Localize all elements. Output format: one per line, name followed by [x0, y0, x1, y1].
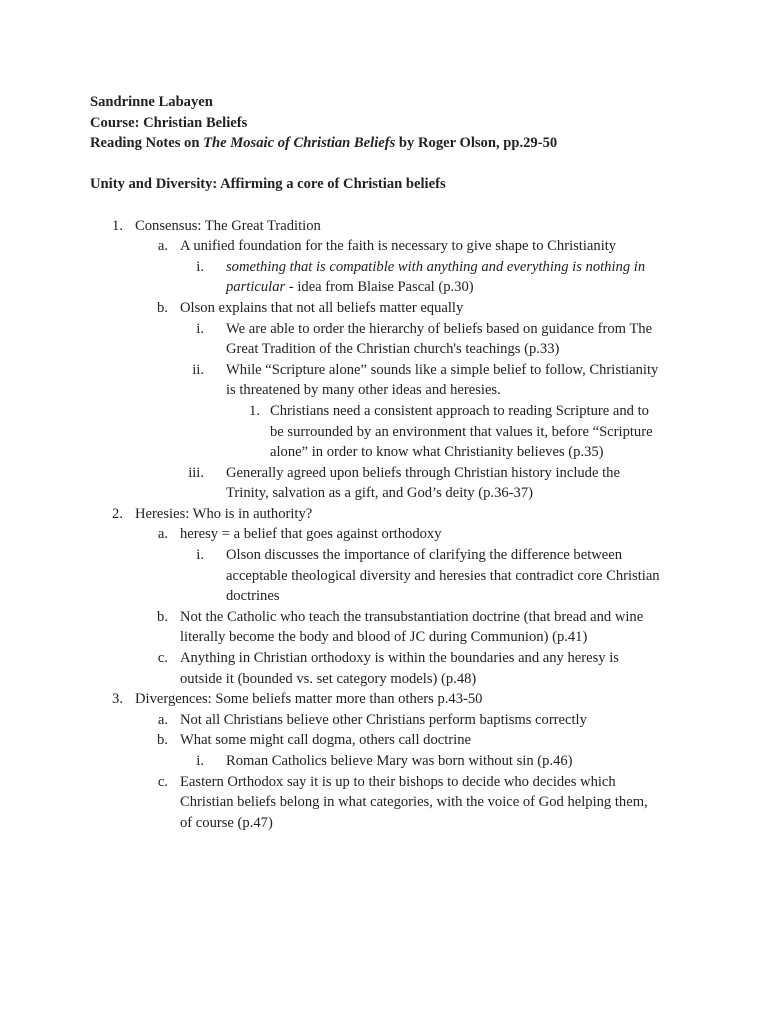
outline-item-1bi-cont: [0, 339, 768, 360]
list-marker: 1.: [112, 217, 123, 234]
list-marker: b.: [157, 299, 168, 316]
outline-item-2a: [0, 524, 768, 545]
document-page: [0, 92, 768, 833]
outline-item-3a: [0, 710, 768, 731]
outline-item-1ai: [0, 257, 768, 278]
list-item-text: Generally agreed upon beliefs through Christian history include the: [226, 464, 620, 481]
outline-item-1biii: [0, 463, 768, 484]
list-marker: i.: [196, 258, 204, 275]
list-marker: a.: [157, 526, 168, 543]
outline-item-2b-cont: [0, 627, 768, 648]
list-item-text: literally become the body and blood of JC during Communion) (p.41): [180, 629, 588, 646]
list-marker: 2.: [112, 505, 123, 522]
outline-item-1bii: [0, 360, 768, 381]
outline-item-1bii1-cont2: [0, 442, 768, 463]
list-marker: b.: [157, 732, 168, 749]
outline-item-1bi: [0, 319, 768, 340]
list-marker: i.: [196, 547, 204, 564]
author-name: Sandrinne Labayen: [90, 94, 213, 110]
list-item-text: While “Scripture alone” sounds like a simple belief to follow, Christianity: [226, 361, 659, 378]
outline-item-3c-cont2: [0, 813, 768, 834]
list-marker: ii.: [192, 361, 204, 378]
list-item-text: A unified foundation for the faith is necessary to give shape to Christianity: [180, 238, 617, 255]
pascal-attribution: - idea from Blaise Pascal (p.30): [285, 279, 474, 296]
list-marker: iii.: [188, 464, 204, 481]
list-item-text: Anything in Christian orthodoxy is within the boundaries and any heresy is: [180, 650, 619, 667]
list-item-text: What some might call dogma, others call doctrine: [180, 732, 471, 749]
list-item-text: be surrounded by an environment that values it, before “Scripture: [270, 423, 653, 440]
pascal-quote-line2: particular: [226, 279, 286, 296]
list-item-text: alone” in order to know what Christianity believes (p.35): [270, 444, 604, 461]
list-marker: a.: [157, 711, 168, 728]
outline-item-2b: [0, 607, 768, 628]
list-item-text: Roman Catholics believe Mary was born without sin (p.46): [226, 753, 573, 769]
list-marker: c.: [157, 650, 168, 667]
outline-item-3: [0, 689, 768, 710]
book-title: The Mosaic of Christian Beliefs: [203, 135, 396, 152]
notes-prefix: Reading Notes on: [90, 135, 204, 152]
list-marker: i.: [196, 320, 204, 337]
outline-item-3b: [0, 730, 768, 751]
list-item-text: Christian beliefs belong in what categories, with the voice of God helping them,: [180, 794, 648, 811]
outline-item-3bi: [0, 751, 768, 772]
list-marker: b.: [157, 608, 168, 625]
outline-item-2: [0, 504, 768, 525]
pascal-quote-line1: something that is compatible with anything and everything is nothing in: [226, 258, 646, 275]
outline-item-2c-cont: [0, 669, 768, 690]
outline-item-1bii-cont: [0, 380, 768, 401]
list-item-text: Eastern Orthodox say it is up to their bishops to decide who decides which: [180, 773, 616, 790]
list-marker: 1.: [249, 402, 260, 419]
notes-suffix: by Roger Olson, pp.29-50: [395, 135, 558, 152]
list-item-text: We are able to order the hierarchy of beliefs based on guidance from The: [226, 320, 653, 337]
outline-item-2c: [0, 648, 768, 669]
list-item-text: Olson discusses the importance of clarifying the difference between: [226, 547, 623, 564]
outline-item-1a: [0, 236, 768, 257]
outline-item-1bii1: [0, 401, 768, 422]
section-heading: Unity and Diversity: Affirming a core of Christian beliefs: [90, 176, 446, 193]
list-item-text: doctrines: [226, 588, 280, 605]
list-item-text: acceptable theological diversity and heresies that contradict core Christian: [226, 567, 660, 584]
list-item-text: outside it (bounded vs. set category models) (p.48): [180, 670, 477, 687]
outline-item-2ai-cont: [0, 566, 768, 587]
list-marker: c.: [157, 773, 168, 790]
list-item-text: is threatened by many other ideas and heresies.: [226, 382, 501, 399]
outline-item-1bii1-cont: [0, 422, 768, 443]
outline-item-1ai-cont: [0, 277, 768, 298]
list-item-text: heresy = a belief that goes against orthodoxy: [180, 526, 442, 543]
list-marker: 3.: [112, 691, 123, 708]
list-marker: i.: [196, 753, 204, 769]
list-item-text: Christians need a consistent approach to reading Scripture and to: [270, 402, 649, 419]
list-item-text: Trinity, salvation as a gift, and God’s deity (p.36-37): [226, 485, 533, 502]
outline-item-2ai-cont2: [0, 586, 768, 607]
outline-item-2ai: [0, 545, 768, 566]
list-marker: a.: [157, 238, 168, 255]
list-item-text: Great Tradition of the Christian church's teachings (p.33): [226, 341, 560, 358]
list-item-text: Consensus: The Great Tradition: [135, 217, 321, 234]
outline-item-1b: [0, 298, 768, 319]
list-item-text: Heresies: Who is in authority?: [135, 505, 313, 522]
list-item-text: Not the Catholic who teach the transubstantiation doctrine (that bread and wine: [180, 608, 644, 625]
outline-item-1biii-cont: [0, 483, 768, 504]
outline-item-3c: [0, 772, 768, 793]
list-item-text: Not all Christians believe other Christians perform baptisms correctly: [180, 711, 587, 728]
outline-item-3c-cont: [0, 792, 768, 813]
course-line: Course: Christian Beliefs: [90, 114, 248, 131]
outline-item-1: [0, 216, 768, 237]
reading-notes-title: [0, 133, 768, 154]
list-item-text: of course (p.47): [180, 814, 273, 831]
list-item-text: Olson explains that not all beliefs matter equally: [180, 299, 464, 316]
list-item-text: Divergences: Some beliefs matter more than others p.43-50: [135, 691, 483, 708]
